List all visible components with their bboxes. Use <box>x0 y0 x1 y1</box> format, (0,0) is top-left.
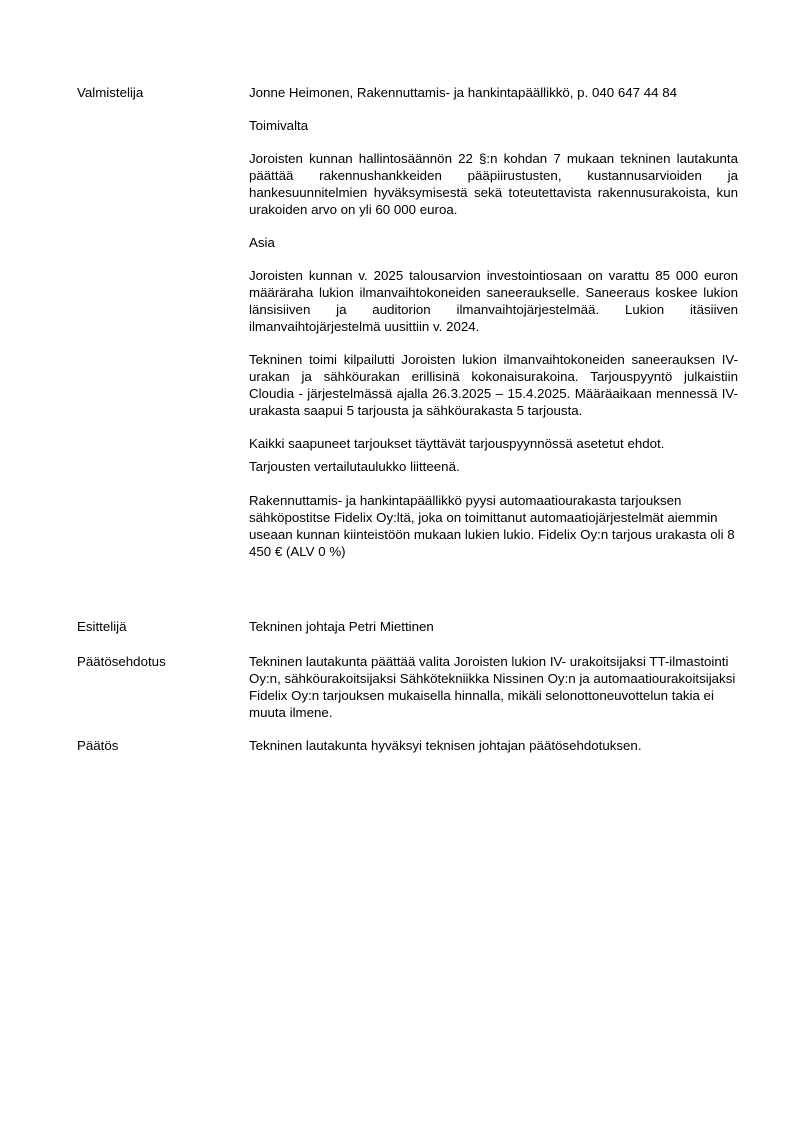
esittelija-content <box>249 618 738 635</box>
paatosehdotus-content <box>249 653 738 721</box>
valmistelija-label: Valmistelija <box>77 85 144 100</box>
asia-paragraph-2: Tekninen toimi kilpailutti Joroisten lukion ilmanvaihtokoneiden saneerauksen IV-urakan ja sähköurakan erillisinä kokonaisurakoina. Tarjouspyyntö julkaistiin Cloudia - järjestelmässä ajalla 26.3.2025 – 15.4.2025. Määräaikaan mennessä IV-urakasta saapui 5 tarjousta ja sähköurakasta 5 tarjousta. <box>249 352 738 418</box>
paatosehdotus-text: Tekninen lautakunta päättää valita Joroisten lukion IV- urakoitsijaksi TT-ilmastointi Oy:n, sähköurakoitsijaksi Sähkötekniikka Nissinen Oy:n ja automaatiourakoitsijaksi Fidelix Oy:n tarjouksen mukaisella hinnalla, mikäli selonottoneuvottelun takia ei muuta ilmene. <box>249 654 736 720</box>
asia-paragraph-3: Kaikki saapuneet tarjoukset täyttävät tarjouspyynnössä asetetut ehdot. <box>249 436 665 451</box>
esittelija-text: Tekninen johtaja Petri Miettinen <box>249 619 434 634</box>
paatos-content <box>249 737 738 754</box>
asia-heading: Asia <box>249 235 275 250</box>
asia-paragraph-4: Tarjousten vertailutaulukko liitteenä. <box>249 459 460 474</box>
toimivalta-heading: Toimivalta <box>249 118 309 133</box>
esittelija-label: Esittelijä <box>77 619 127 634</box>
paatos-text: Tekninen lautakunta hyväksyi teknisen johtajan päätösehdotuksen. <box>249 738 642 753</box>
paatosehdotus-label: Päätösehdotus <box>77 654 166 669</box>
asia-paragraph-5: Rakennuttamis- ja hankintapäällikkö pyysi automaatiourakasta tarjouksen sähköpostitse Fidelix Oy:ltä, joka on toimittanut automaatiojärjestelmät aiemmin useaan kunnan kiinteistöön mukaan lukien lukio. Fidelix Oy:n tarjous urakasta oli 8 450 € (ALV 0 %) <box>249 493 735 559</box>
valmistelija-content <box>249 84 738 560</box>
paatos-label: Päätös <box>77 738 119 753</box>
toimivalta-text: Joroisten kunnan hallintosäännön 22 §:n kohdan 7 mukaan tekninen lautakunta päättää rakennushankkeiden pääpiirustusten, kustannusarvioiden ja hankesuunnitelmien hyväksymisestä sekä toteutettavista rakennusurakoista, kun urakoiden arvo on yli 60 000 euroa. <box>249 151 738 217</box>
preparer-line: Jonne Heimonen, Rakennuttamis- ja hankintapäällikkö, p. 040 647 44 84 <box>249 85 677 100</box>
asia-paragraph-1: Joroisten kunnan v. 2025 talousarvion investointiosaan on varattu 85 000 euron määräraha lukion ilmanvaihtokoneiden saneeraukselle. Saneeraus koskee lukion länsisiiven ja auditorion ilmanvaihtojärjestelmää. Lukion itäsiiven ilmanvaihtojärjestelmä uusittiin v. 2024. <box>249 268 738 334</box>
